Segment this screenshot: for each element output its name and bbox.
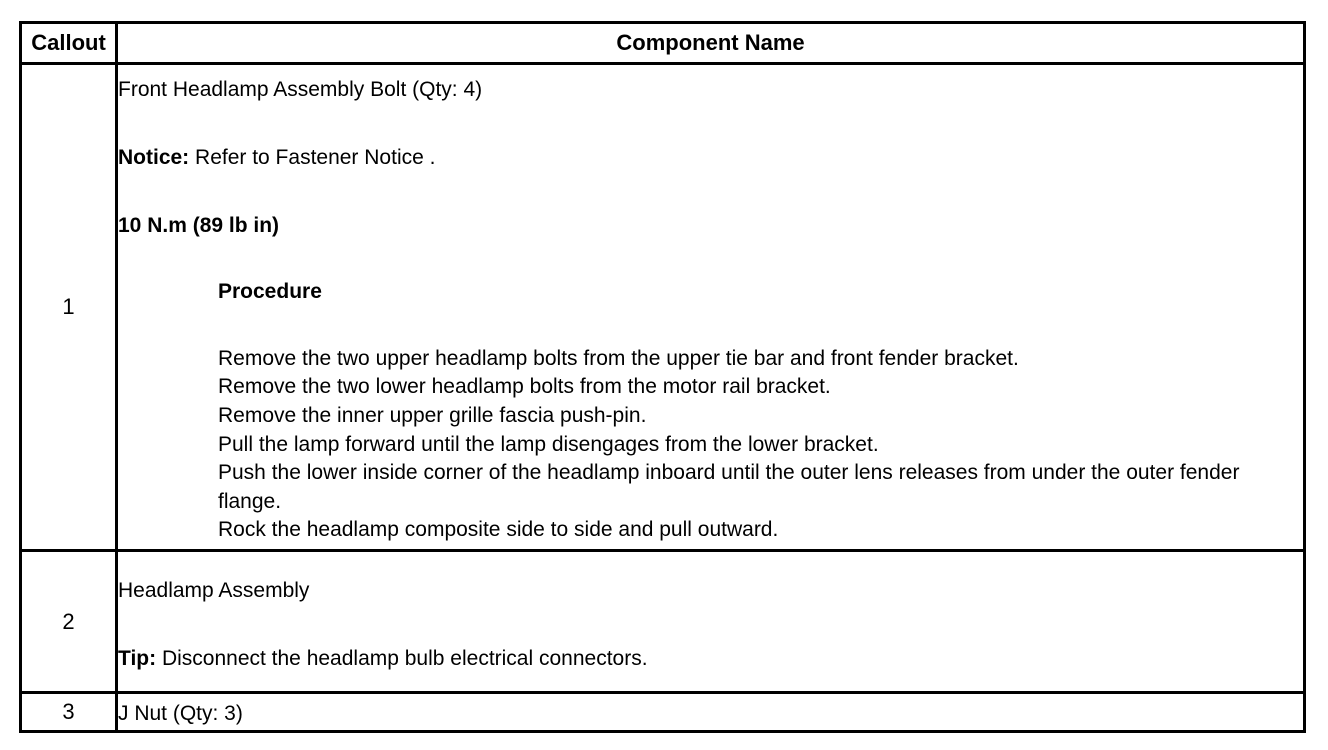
tip-line [118, 645, 1303, 673]
procedure-step: Remove the two lower headlamp bolts from the motor rail bracket. [218, 375, 831, 399]
procedure-steps [118, 345, 1303, 545]
tip-text: Disconnect the headlamp bulb electrical connectors. [156, 646, 648, 670]
tip-label: Tip: [118, 646, 157, 670]
header-component-name: Component Name [117, 23, 1305, 64]
component-cell [117, 64, 1305, 551]
procedure-step: Rock the headlamp composite side to side and pull outward. [218, 518, 779, 542]
component-cell [117, 551, 1305, 692]
procedure-heading: Procedure [218, 279, 322, 303]
component-title: J Nut (Qty: 3) [118, 701, 243, 725]
procedure-step: Remove the two upper headlamp bolts from the upper tie bar and front fender bracket. [218, 346, 1019, 370]
callout-number: 3 [21, 692, 117, 731]
header-callout: Callout [21, 23, 117, 64]
torque-spec: 10 N.m (89 lb in) [118, 213, 280, 237]
notice-label: Notice: [118, 145, 190, 169]
table-row [21, 692, 1305, 731]
component-title: Headlamp Assembly [118, 578, 310, 602]
table-header-row [21, 23, 1305, 64]
procedure-step: Pull the lamp forward until the lamp disengages from the lower bracket. [218, 432, 879, 456]
component-table [19, 21, 1306, 733]
notice-text: Refer to Fastener Notice . [189, 145, 436, 169]
table-row [21, 551, 1305, 692]
callout-number: 1 [21, 64, 117, 551]
procedure-step: Remove the inner upper grille fascia push-pin. [218, 404, 647, 427]
table-row [21, 64, 1305, 551]
procedure-step: Push the lower inside corner of the headlamp inboard until the outer lens releases from under the outer fender flange. [218, 461, 1240, 513]
callout-number: 2 [21, 551, 117, 692]
component-title: Front Headlamp Assembly Bolt (Qty: 4) [118, 77, 483, 101]
notice-line [118, 144, 1303, 172]
component-cell [117, 692, 1305, 731]
